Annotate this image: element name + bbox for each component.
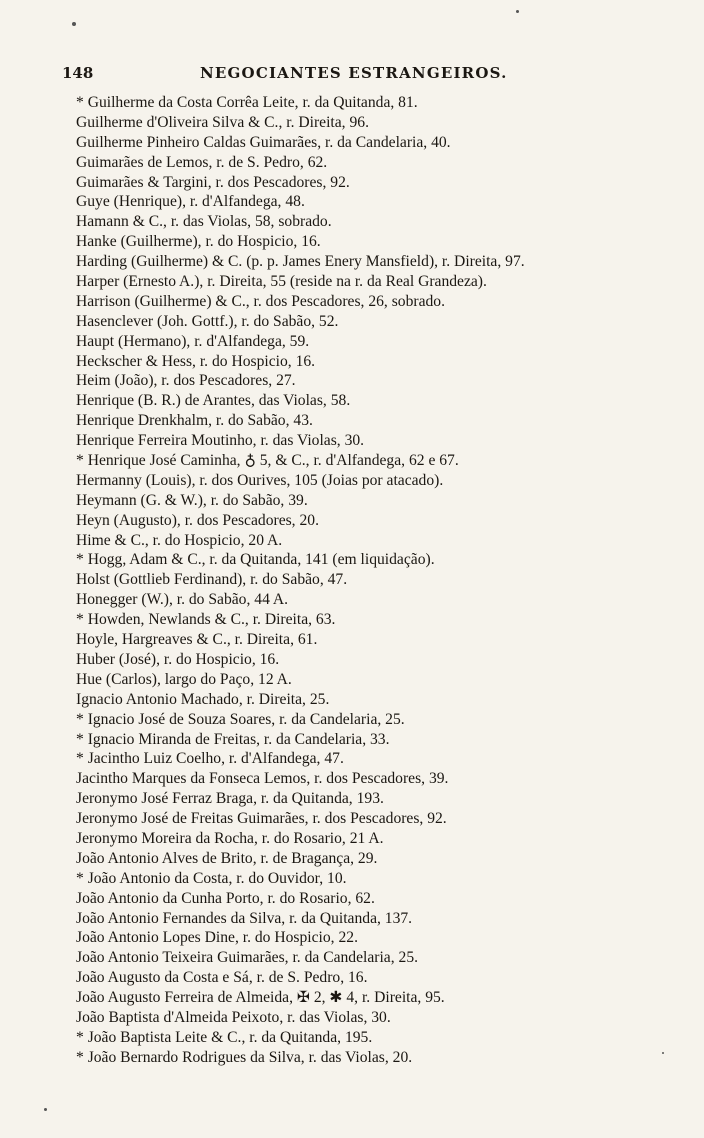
directory-entry: * Jacintho Luiz Coelho, r. d'Alfandega, 47. <box>76 750 344 768</box>
ink-speck <box>516 10 519 13</box>
directory-entry: Heymann (G. & W.), r. do Sabão, 39. <box>76 491 308 509</box>
directory-entry: João Antonio Teixeira Guimarães, r. da Candelaria, 25. <box>76 949 419 967</box>
directory-entry: João Augusto Ferreira de Almeida, ✠ 2, ✱ 4, r. Direita, 95. <box>76 989 445 1007</box>
directory-entry: João Antonio Lopes Dine, r. do Hospicio, 22. <box>76 929 358 947</box>
directory-entry: Jeronymo José Ferraz Braga, r. da Quitanda, 193. <box>76 790 384 808</box>
directory-entry: Hermanny (Louis), r. dos Ourives, 105 (Joias por atacado). <box>76 471 444 489</box>
directory-entry: * João Antonio da Costa, r. do Ouvidor, 10. <box>76 869 347 887</box>
directory-entry: Heim (João), r. dos Pescadores, 27. <box>76 372 296 390</box>
directory-entry: Henrique Drenkhalm, r. do Sabão, 43. <box>76 412 313 430</box>
directory-entry: Harper (Ernesto A.), r. Direita, 55 (reside na r. da Real Grandeza). <box>76 273 487 291</box>
directory-entry: * Howden, Newlands & C., r. Direita, 63. <box>76 611 336 629</box>
directory-entry: Ignacio Antonio Machado, r. Direita, 25. <box>76 690 330 708</box>
directory-entry: João Augusto da Costa e Sá, r. de S. Pedro, 16. <box>76 969 368 987</box>
directory-entry: Hime & C., r. do Hospicio, 20 A. <box>76 531 283 549</box>
directory-entry: Harrison (Guilherme) & C., r. dos Pescadores, 26, sobrado. <box>76 292 445 310</box>
directory-entry: Hanke (Guilherme), r. do Hospicio, 16. <box>76 233 321 251</box>
directory-entry: Jeronymo Moreira da Rocha, r. do Rosario, 21 A. <box>76 829 384 847</box>
directory-entry: Harding (Guilherme) & C. (p. p. James Enery Mansfield), r. Direita, 97. <box>76 253 525 271</box>
ink-speck <box>44 1108 47 1111</box>
directory-entry: * Ignacio Miranda de Freitas, r. da Candelaria, 33. <box>76 730 390 748</box>
directory-entry: Hoyle, Hargreaves & C., r. Direita, 61. <box>76 631 318 649</box>
directory-entry: João Antonio da Cunha Porto, r. do Rosario, 62. <box>76 889 375 907</box>
directory-entry: * Henrique José Caminha, ♁ 5, & C., r. d'Alfandega, 62 e 67. <box>76 452 459 470</box>
page-number: 148 <box>62 64 94 82</box>
directory-entry: João Antonio Fernandes da Silva, r. da Quitanda, 137. <box>76 909 413 927</box>
directory-entry: Honegger (W.), r. do Sabão, 44 A. <box>76 591 289 609</box>
directory-entry: João Baptista d'Almeida Peixoto, r. das Violas, 30. <box>76 1008 391 1026</box>
directory-entry: Guimarães & Targini, r. dos Pescadores, 92. <box>76 173 350 191</box>
directory-entry: Haupt (Hermano), r. d'Alfandega, 59. <box>76 332 310 350</box>
directory-entry: Jeronymo José de Freitas Guimarães, r. dos Pescadores, 92. <box>76 810 447 828</box>
directory-entry: João Antonio Alves de Brito, r. de Bragança, 29. <box>76 849 378 867</box>
running-head: NEGOCIANTES ESTRANGEIROS. <box>200 64 508 82</box>
directory-entry: * João Bernardo Rodrigues da Silva, r. das Violas, 20. <box>76 1048 413 1066</box>
directory-entry: Huber (José), r. do Hospicio, 16. <box>76 650 280 668</box>
merchant-list <box>76 93 646 1068</box>
directory-entry: * Guilherme da Costa Corrêa Leite, r. da Quitanda, 81. <box>76 94 418 111</box>
directory-entry: Hasenclever (Joh. Gottf.), r. do Sabão, 52. <box>76 312 339 330</box>
directory-entry: Heckscher & Hess, r. do Hospicio, 16. <box>76 352 316 370</box>
directory-entry: Henrique (B. R.) de Arantes, das Violas, 58. <box>76 392 351 410</box>
directory-entry: Hue (Carlos), largo do Paço, 12 A. <box>76 670 292 688</box>
directory-entry: Guilherme Pinheiro Caldas Guimarães, r. da Candelaria, 40. <box>76 133 451 151</box>
ink-speck <box>72 22 76 26</box>
directory-entry: Henrique Ferreira Moutinho, r. das Violas, 30. <box>76 432 365 450</box>
directory-entry: Holst (Gottlieb Ferdinand), r. do Sabão, 47. <box>76 571 348 589</box>
directory-entry: * João Baptista Leite & C., r. da Quitanda, 195. <box>76 1028 373 1046</box>
directory-entry: Guimarães de Lemos, r. de S. Pedro, 62. <box>76 153 328 171</box>
directory-entry: Hamann & C., r. das Violas, 58, sobrado. <box>76 213 332 231</box>
page-header <box>62 64 634 90</box>
directory-entry: Guye (Henrique), r. d'Alfandega, 48. <box>76 193 305 211</box>
directory-entry: * Hogg, Adam & C., r. da Quitanda, 141 (em liquidação). <box>76 551 435 569</box>
directory-entry: Guilherme d'Oliveira Silva & C., r. Direita, 96. <box>76 113 369 131</box>
directory-entry: Heyn (Augusto), r. dos Pescadores, 20. <box>76 511 319 529</box>
directory-entry: * Ignacio José de Souza Soares, r. da Candelaria, 25. <box>76 710 405 728</box>
directory-entry: Jacintho Marques da Fonseca Lemos, r. dos Pescadores, 39. <box>76 770 449 788</box>
ink-speck <box>662 1052 664 1054</box>
